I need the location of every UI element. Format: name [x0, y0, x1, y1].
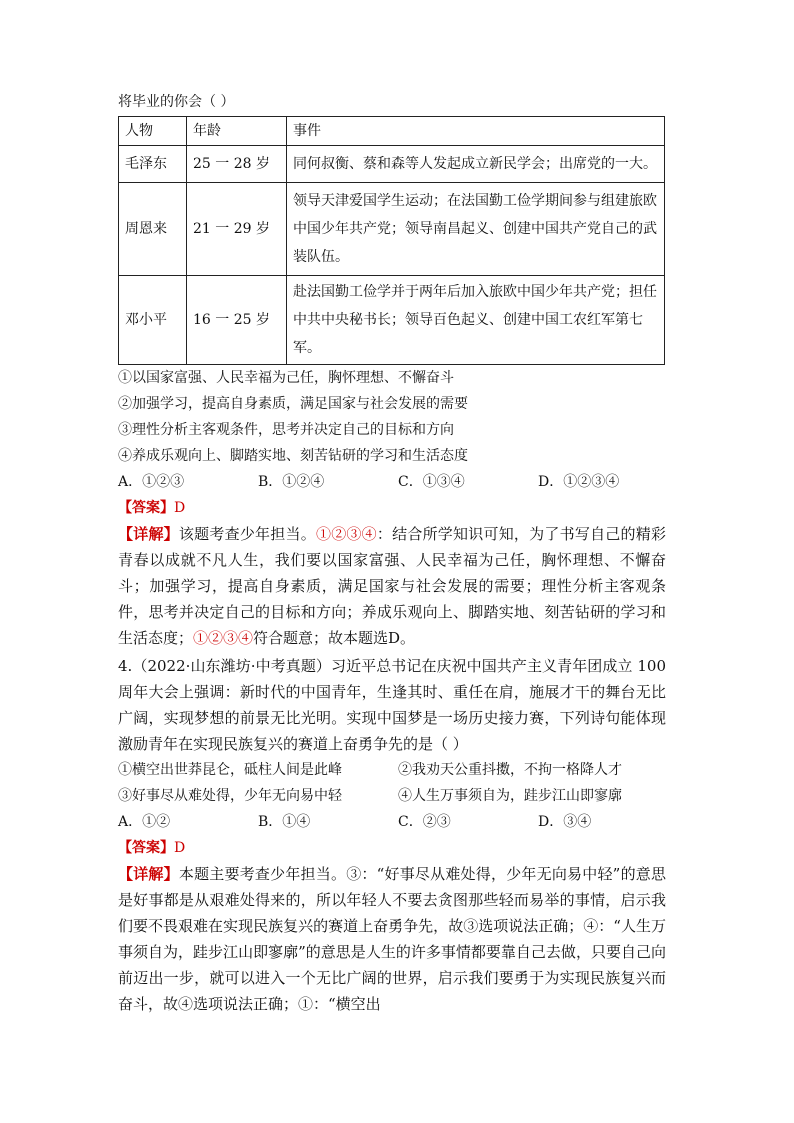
answer-tag: 【答案】: [118, 840, 174, 856]
choice-a: A．①②③: [118, 474, 185, 490]
option-pair: [118, 783, 678, 809]
detail-text: 该题考查少年担当。: [178, 525, 316, 543]
detail-highlight: ①②③④: [315, 525, 377, 543]
detail-highlight: ①②③④: [193, 629, 254, 647]
event-cell: 赴法国勤工俭学并于两年后加入旅欧中国少年共产党；担任中共中央秘书长；领导百色起义、创建中国工农红军第七军。: [287, 276, 665, 365]
age-cell: 16 一 25 岁: [187, 276, 287, 365]
history-table: [118, 116, 665, 365]
option-line: ②我劝天公重抖擞，不拘一格降人才: [398, 762, 622, 778]
option-line: ①横空出世莽昆仑，砥柱人间是此峰: [118, 762, 342, 778]
choice-a: A．①②: [118, 814, 171, 830]
detail-paragraph: [118, 861, 666, 1017]
header-cell: 年龄: [187, 117, 287, 146]
choice-d: D．③④: [538, 814, 592, 830]
choice-c: C．①③④: [398, 474, 465, 490]
detail-text: 符合题意；故本题选D。: [253, 629, 416, 647]
header-cell: 事件: [287, 117, 665, 146]
answer-value: D: [174, 840, 186, 856]
option-line: ③理性分析主客观条件，思考并决定自己的目标和方向: [118, 422, 454, 438]
choice-b: B．①②④: [258, 474, 325, 490]
option-pair: [118, 757, 678, 783]
question-stem: 将毕业的你会（ ）: [118, 94, 235, 110]
choice-row: [118, 809, 678, 835]
option-line: ③好事尽从难处得，少年无向易中轻: [118, 788, 342, 804]
age-cell: 21 一 29 岁: [187, 183, 287, 276]
option-line: ④养成乐观向上、脚踏实地、刻苦钻研的学习和生活态度: [118, 448, 468, 464]
detail-tag: 【详解】: [118, 525, 179, 543]
choice-c: C．②③: [398, 814, 451, 830]
header-cell: 人物: [119, 117, 187, 146]
table-row: [119, 183, 665, 276]
person-cell: 毛泽东: [119, 146, 187, 183]
answer-line: [118, 835, 678, 861]
table-row: [119, 146, 665, 183]
choice-b: B．①④: [258, 814, 311, 830]
choice-d: D．①②③④: [538, 474, 620, 490]
question-4-stem: 4.（2022·山东潍坊·中考真题）习近平总书记在庆祝中国共产主义青年团成立 100 周年大会上强调：新时代的中国青年，生逢其时、重任在肩，施展才干的舞台无比广阔，实现梦想的前景无比光明。实现中国梦是一场历史接力赛，下列诗句能体现激励青年在实现民族复兴的赛道上奋勇争先的是（ ）: [118, 657, 666, 753]
event-cell: 领导天津爱国学生运动；在法国勤工俭学期间参与组建旅欧中国少年共产党；领导南昌起义、创建中国共产党自己的武装队伍。: [287, 183, 665, 276]
detail-paragraph: [118, 521, 666, 651]
detail-tag: 【详解】: [118, 865, 179, 883]
person-cell: 邓小平: [119, 276, 187, 365]
answer-tag: 【答案】: [118, 500, 174, 516]
answer-line: [118, 495, 678, 521]
table-row: [119, 276, 665, 365]
choice-row: [118, 469, 678, 495]
option-line: ①以国家富强、人民幸福为己任，胸怀理想、不懈奋斗: [118, 370, 454, 386]
option-line: ④人生万事须自为，跬步江山即寥廓: [398, 788, 622, 804]
age-cell: 25 一 28 岁: [187, 146, 287, 183]
document-page: [118, 92, 678, 1017]
detail-text: ：结合所学知识可知，为了书写自己的精彩青春以成就不凡人生，我们要以国家富强、人民幸福为己任，胸怀理想、不懈奋斗；加强学习，提高自身素质，满足国家与社会发展的需要；理性分析主客观条件，思考并决定自己的目标和方向；养成乐观向上、脚踏实地、刻苦钻研的学习和生活态度；: [118, 525, 666, 647]
option-line: ②加强学习，提高自身素质，满足国家与社会发展的需要: [118, 396, 468, 412]
answer-value: D: [174, 500, 186, 516]
detail-text: 本题主要考查少年担当。③：“好事尽从难处得，少年无向易中轻”的意思是好事都是从艰难处得来的，所以年轻人不要去贪图那些轻而易举的事情，启示我们要不畏艰难在实现民族复兴的赛道上奋勇争先，故③选项说法正确；④：“人生万事须自为，跬步江山即寥廓”的意思是人生的许多事情都要靠自己去做，只要自己向前迈出一步，就可以进入一个无比广阔的世界，启示我们要勇于为实现民族复兴而奋斗，故④选项说法正确；①：“横空出: [118, 865, 666, 1013]
table-header-row: [119, 117, 665, 146]
event-cell: 同何叔衡、蔡和森等人发起成立新民学会；出席党的一大。: [287, 146, 665, 183]
person-cell: 周恩来: [119, 183, 187, 276]
